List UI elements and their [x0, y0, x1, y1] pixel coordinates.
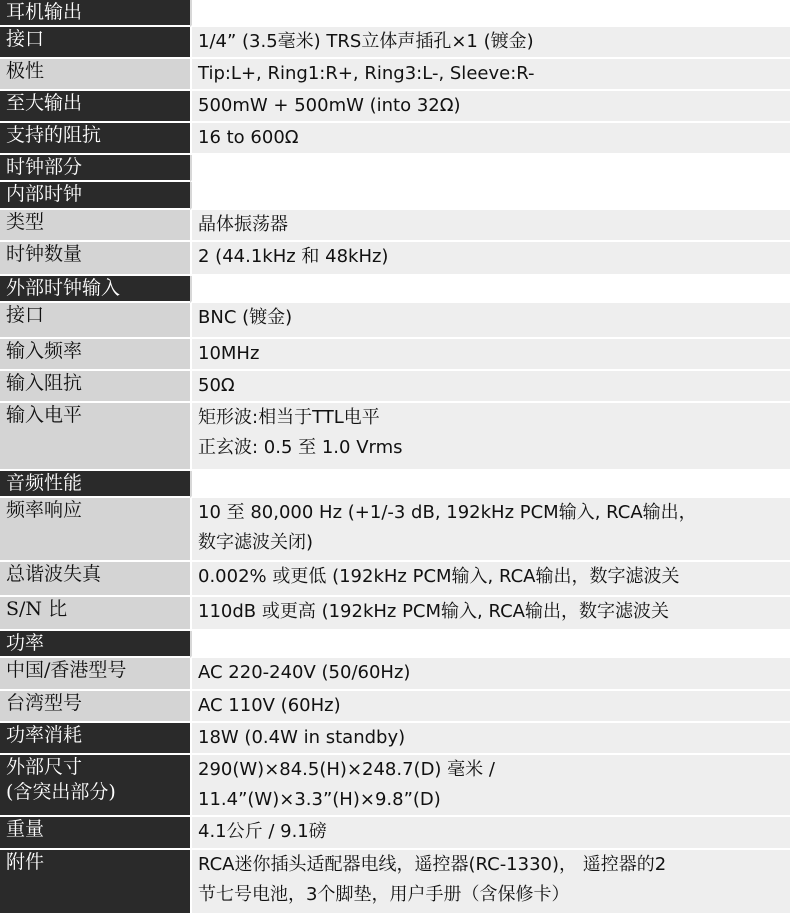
spec-row [0, 303, 790, 339]
spec-value [190, 242, 790, 276]
spec-row [0, 817, 790, 850]
spec-label [0, 817, 190, 850]
value-line: 2 (44.1kHz 和 48kHz) [198, 246, 389, 267]
spec-label [0, 850, 190, 915]
section-title [0, 155, 190, 182]
label-line: 功率消耗 [6, 724, 83, 746]
section-blank-cell [190, 631, 790, 658]
spec-row [0, 59, 790, 91]
section-blank-cell [190, 155, 790, 182]
spec-value [190, 371, 790, 403]
section-title [0, 182, 190, 210]
spec-label [0, 242, 190, 276]
spec-row [0, 691, 790, 723]
label-line: 中国/香港型号 [6, 659, 127, 681]
label-line: S/N 比 [6, 598, 68, 620]
label-line: 功率 [6, 632, 45, 654]
spec-label [0, 403, 190, 471]
value-line: 18W (0.4W in standby) [198, 727, 406, 748]
spec-label [0, 723, 190, 755]
label-line: 时钟部分 [6, 156, 83, 178]
section-header-row [0, 155, 790, 182]
spec-label [0, 371, 190, 403]
value-line: AC 220-240V (50/60Hz) [198, 662, 411, 683]
section-header-row [0, 182, 790, 210]
value-line: 16 to 600Ω [198, 127, 299, 148]
spec-value [190, 339, 790, 371]
value-line: 11.4”(W)×3.3”(H)×9.8”(D) [198, 789, 441, 810]
value-line: 50Ω [198, 375, 235, 396]
label-line: 耳机输出 [6, 1, 83, 23]
spec-row [0, 123, 790, 155]
spec-row [0, 723, 790, 755]
spec-label [0, 755, 190, 817]
spec-value [190, 303, 790, 339]
label-line: (含突出部分) [6, 781, 116, 803]
section-blank-cell [190, 276, 790, 303]
spec-value [190, 498, 790, 562]
value-line: 10MHz [198, 343, 260, 364]
value-line: AC 110V (60Hz) [198, 695, 341, 716]
value-line: 1/4” (3.5毫米) TRS立体声插孔×1 (镀金) [198, 31, 534, 52]
spec-row [0, 850, 790, 915]
value-line: 数字滤波关闭) [198, 532, 314, 553]
value-line: RCA迷你插头适配器电线，遥控器(RC-1330)， 遥控器的2 [198, 854, 667, 875]
spec-value [190, 562, 790, 597]
section-title [0, 631, 190, 658]
spec-value [190, 91, 790, 123]
label-line: 总谐波失真 [6, 563, 102, 585]
spec-row [0, 498, 790, 562]
spec-value [190, 59, 790, 91]
label-line: 输入电平 [6, 404, 83, 426]
label-line: 音频性能 [6, 472, 83, 494]
spec-row [0, 242, 790, 276]
label-line: 输入频率 [6, 340, 83, 362]
spec-label [0, 303, 190, 339]
spec-value [190, 210, 790, 242]
value-line: 110dB 或更高 (192kHz PCM输入, RCA输出，数字滤波关 [198, 601, 669, 622]
label-line: 台湾型号 [6, 692, 83, 714]
value-line: 矩形波:相当于TTL电平 [198, 407, 380, 428]
value-line: 0.002% 或更低 (192kHz PCM输入, RCA输出，数字滤波关 [198, 566, 680, 587]
label-line: 内部时钟 [6, 183, 83, 205]
value-line: BNC (镀金) [198, 307, 293, 328]
value-line: 节七号电池，3个脚垫，用户手册（含保修卡） [198, 884, 570, 905]
spec-row [0, 91, 790, 123]
spec-value [190, 403, 790, 471]
spec-label [0, 59, 190, 91]
section-title [0, 0, 190, 27]
spec-value [190, 658, 790, 691]
spec-label [0, 691, 190, 723]
label-line: 输入阻抗 [6, 372, 83, 394]
label-line: 至大输出 [6, 92, 83, 114]
spec-label [0, 562, 190, 597]
spec-value [190, 597, 790, 631]
spec-row [0, 658, 790, 691]
label-line: 外部时钟输入 [6, 277, 121, 299]
spec-label [0, 658, 190, 691]
spec-row [0, 210, 790, 242]
spec-row [0, 403, 790, 471]
spec-value [190, 850, 790, 915]
spec-value [190, 817, 790, 850]
spec-label [0, 498, 190, 562]
label-line: 外部尺寸 [6, 756, 83, 778]
section-header-row [0, 471, 790, 498]
spec-row [0, 371, 790, 403]
spec-label [0, 91, 190, 123]
spec-value [190, 27, 790, 59]
spec-row [0, 339, 790, 371]
label-line: 重量 [6, 818, 45, 840]
label-line: 附件 [6, 851, 45, 873]
spec-value [190, 755, 790, 817]
spec-label [0, 27, 190, 59]
section-blank-cell [190, 471, 790, 498]
spec-label [0, 123, 190, 155]
spec-label [0, 597, 190, 631]
label-line: 极性 [6, 60, 45, 82]
spec-row [0, 755, 790, 817]
section-header-row [0, 276, 790, 303]
value-line: 4.1公斤 / 9.1磅 [198, 821, 327, 842]
label-line: 接口 [6, 28, 45, 50]
spec-row [0, 562, 790, 597]
section-header-row [0, 631, 790, 658]
section-header-row [0, 0, 790, 27]
label-line: 接口 [6, 304, 45, 326]
spec-value [190, 691, 790, 723]
value-line: Tip:L+, Ring1:R+, Ring3:L-, Sleeve:R- [198, 63, 535, 84]
spec-value [190, 723, 790, 755]
spec-label [0, 339, 190, 371]
label-line: 频率响应 [6, 499, 83, 521]
value-line: 10 至 80,000 Hz (+1/-3 dB, 192kHz PCM输入, RCA输出， [198, 502, 697, 523]
section-blank-cell [190, 0, 790, 27]
label-line: 类型 [6, 211, 45, 233]
spec-row [0, 597, 790, 631]
section-title [0, 471, 190, 498]
label-line: 支持的阻抗 [6, 124, 102, 146]
label-line: 时钟数量 [6, 243, 83, 265]
value-line: 500mW + 500mW (into 32Ω) [198, 95, 461, 116]
spec-value [190, 123, 790, 155]
section-title [0, 276, 190, 303]
value-line: 290(W)×84.5(H)×248.7(D) 毫米 / [198, 759, 495, 780]
spec-label [0, 210, 190, 242]
spec-row [0, 27, 790, 59]
value-line: 正玄波: 0.5 至 1.0 Vrms [198, 437, 403, 458]
section-blank-cell [190, 182, 790, 210]
value-line: 晶体振荡器 [198, 214, 288, 235]
